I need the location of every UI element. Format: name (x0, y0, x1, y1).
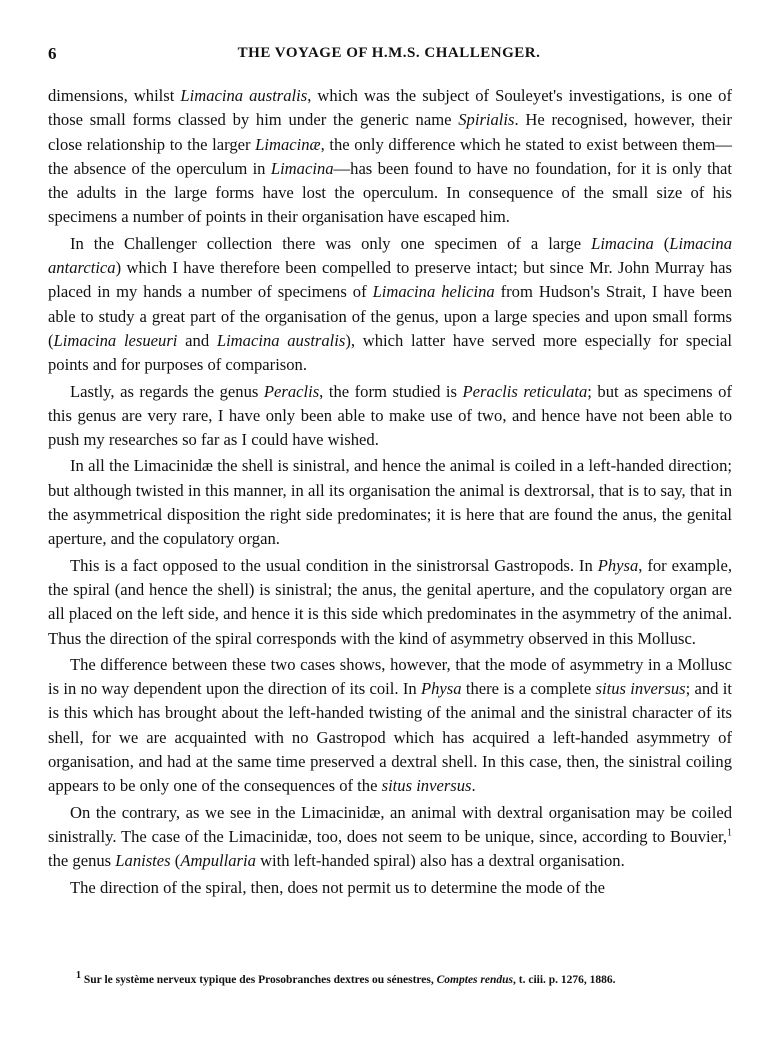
paragraph-2: In the Challenger collection there was only one specimen of a large Limacina (Limacina antarctica) which I have therefore been compelled to preserve intact; but since Mr. John Murray has placed in my hands a number of specimens of Limacina helicina from Hudson's Strait, I have been able to study a great part of the organisation of the genus, upon a large species and upon small forms (Limacina lesueuri and Limacina australis), which latter have served more especially for special points and for purposes of comparison. (48, 233, 733, 375)
paragraph-3: Lastly, as regards the genus Peraclis, the form studied is Peraclis reticulata; but as specimens of this genus are very rare, I have only been able to make use of two, and hence have not been able to push my researches so far as I could have wished. (48, 381, 732, 450)
paragraph-7: On the contrary, as we see in the Limacinidæ, an animal with dextral organisation may be coiled sinistrally. The case of the Limacinidæ, too, does not seem to be unique, since, according to Bouvier,$^1$ the genus Lanistes (Ampullaria with left-handed spiral) also has a dextral organisation. (48, 802, 732, 871)
paragraph-1: dimensions, whilst Limacina australis, which was the subject of Souleyet's investigations, is one of those small forms classed by him under the generic name Spirialis. He recognised, however, their close relationship to the larger Limacinæ, the only difference which he stated to exist between them—the absence of the operculum in Limacina—has been found to have no foundation, for it is only that the adults in the large forms have lost the operculum. In consequence of the small size of his specimens a number of points in their organisation have escaped him. (48, 86, 733, 227)
paragraph-4: In all the Limacinidæ the shell is sinistral, and hence the animal is coiled in a left-handed direction; but although twisted in this manner, in all its organisation the animal is dextrorsal, that is to say, that in the asymmetrical disposition the right side predominates; it is here that are found the anus, the genital aperture, and the copulatory organ. (48, 456, 732, 549)
paragraph-5: This is a fact opposed to the usual condition in the sinistrorsal Gastropods. In Physa, for example, the spiral (and hence the shell) is sinistral; the anus, the genital aperture, and the copulatory organ are all placed on the left side, and hence it is this side which predominates in the asymmetry of the animal. Thus the direction of the spiral corresponds with the kind of asymmetry observed in this Mollusc. (48, 555, 732, 648)
page-number: 6 (48, 44, 57, 63)
page-header (48, 44, 730, 68)
running-title: THE VOYAGE OF H.M.S. CHALLENGER. (237, 45, 541, 61)
paragraph-8: The direction of the spiral, then, does not permit us to determine the mode of the (70, 877, 606, 897)
body-text (48, 84, 732, 900)
paragraph-6: The difference between these two cases shows, however, that the mode of asymmetry in a Mollusc is in no way dependent upon the direction of its coil. In Physa there is a complete situs inversus; and it is this which has brought about the left-handed twisting of the animal and the sinistral character of its shell, for we are acquainted with no Gastropod which has acquired a left-handed asymmetry of organisation, and had at the same time preserved a dextral shell. In this case, then, the sinistral coiling appears to be only one of the consequences of the situs inversus. (48, 654, 732, 796)
footnote: $^1$ Sur le système nerveux typique des Prosobranches dextres ou sénestres, Comptes rendus, t. ciii. p. 1276, 1886. (76, 970, 616, 986)
